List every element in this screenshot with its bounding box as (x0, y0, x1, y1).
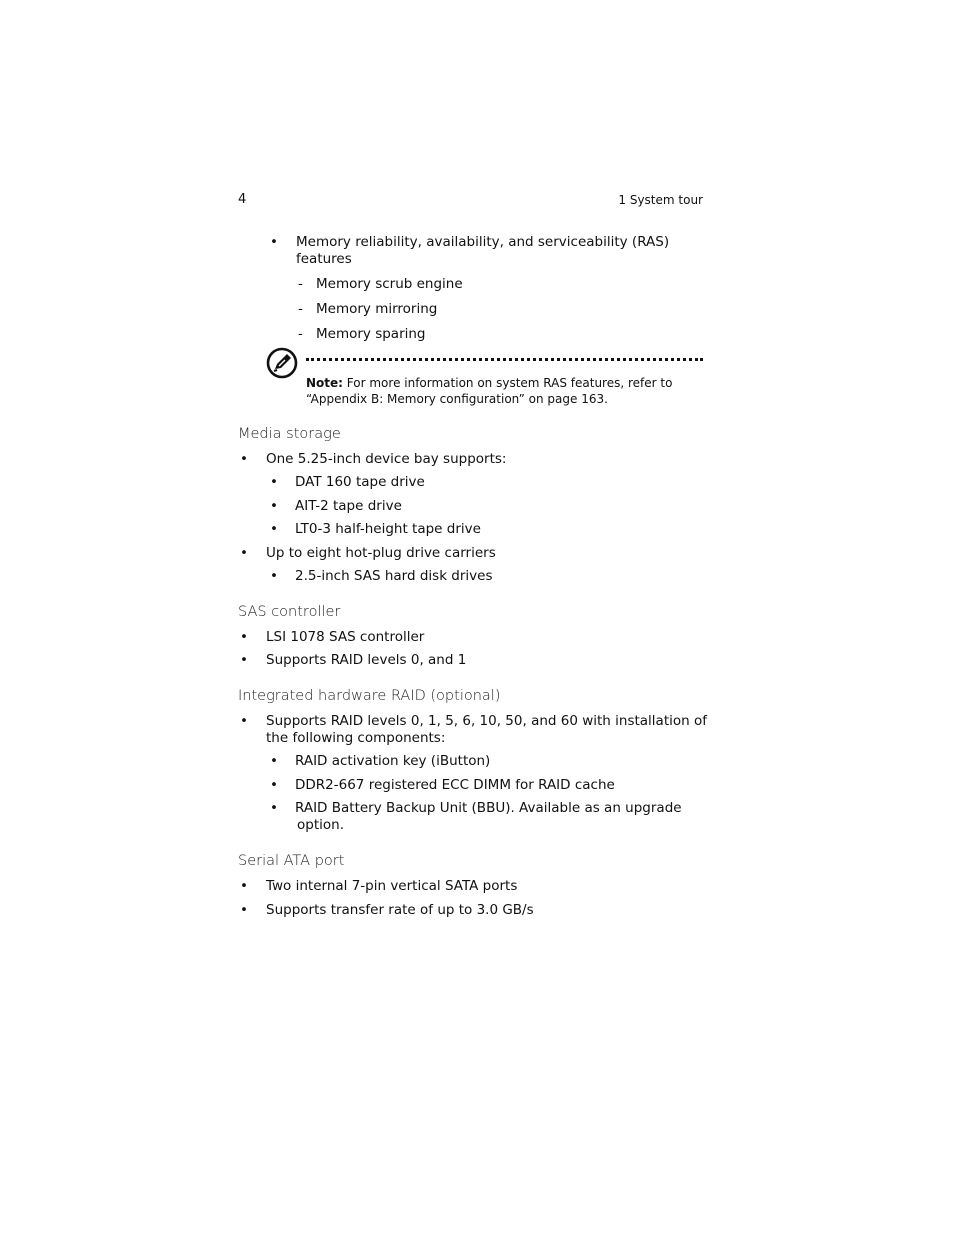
bullet: • (240, 451, 248, 467)
bullet: • (240, 545, 248, 561)
page-number: 4 (238, 192, 247, 207)
ras-bullet-text-line2: features (296, 251, 352, 267)
bullet: • (270, 234, 278, 250)
list-item: LSI 1078 SAS controller (266, 629, 425, 645)
note-text: For more information on system RAS features, refer to (346, 376, 673, 390)
bullet: • (270, 800, 278, 816)
list-item: RAID activation key (iButton) (295, 753, 491, 769)
ras-sub-item: Memory sparing (316, 326, 426, 342)
list-item: One 5.25-inch device bay supports: (266, 451, 507, 467)
list-item: Supports transfer rate of up to 3.0 GB/s (266, 902, 534, 918)
ras-bullet-text-line1: Memory reliability, availability, and serviceability (RAS) (296, 234, 670, 250)
dash: - (298, 326, 303, 342)
note-line1 (306, 375, 672, 391)
list-item-line1: Supports RAID levels 0, 1, 5, 6, 10, 50, and 60 with installation of (266, 713, 707, 729)
bullet: • (240, 902, 248, 918)
list-item: DAT 160 tape drive (295, 474, 425, 490)
bullet: • (270, 521, 278, 537)
list-item: DDR2-667 registered ECC DIMM for RAID cache (295, 777, 615, 793)
list-item: AIT-2 tape drive (295, 498, 402, 514)
section-heading-sas-controller: SAS controller (238, 604, 341, 620)
dash: - (298, 276, 303, 292)
note-label: Note: (306, 376, 343, 390)
bullet: • (240, 629, 248, 645)
bullet: • (240, 713, 248, 729)
bullet: • (240, 878, 248, 894)
section-heading-media-storage: Media storage (238, 426, 341, 442)
list-item: 2.5-inch SAS hard disk drives (295, 568, 493, 584)
ras-sub-item: Memory scrub engine (316, 276, 463, 292)
section-heading-raid: Integrated hardware RAID (optional) (238, 688, 501, 704)
list-item: LT0-3 half-height tape drive (295, 521, 481, 537)
list-item-line2: the following components: (266, 730, 446, 746)
list-item-line2: option. (297, 817, 344, 833)
section-heading-sata: Serial ATA port (238, 853, 345, 869)
list-item-line1: RAID Battery Backup Unit (BBU). Available as an upgrade (295, 800, 682, 816)
list-item: Up to eight hot-plug drive carriers (266, 545, 496, 561)
bullet: • (240, 652, 248, 668)
bullet: • (270, 498, 278, 514)
bullet: • (270, 568, 278, 584)
bullet: • (270, 474, 278, 490)
bullet: • (270, 753, 278, 769)
list-item: Supports RAID levels 0, and 1 (266, 652, 467, 668)
pen-note-icon (266, 347, 298, 379)
note-divider (306, 358, 703, 361)
list-item: Two internal 7-pin vertical SATA ports (266, 878, 518, 894)
chapter-title: 1 System tour (618, 193, 703, 207)
dash: - (298, 301, 303, 317)
bullet: • (270, 777, 278, 793)
ras-sub-item: Memory mirroring (316, 301, 438, 317)
note-line2: “Appendix B: Memory configuration” on page 163. (306, 392, 608, 406)
